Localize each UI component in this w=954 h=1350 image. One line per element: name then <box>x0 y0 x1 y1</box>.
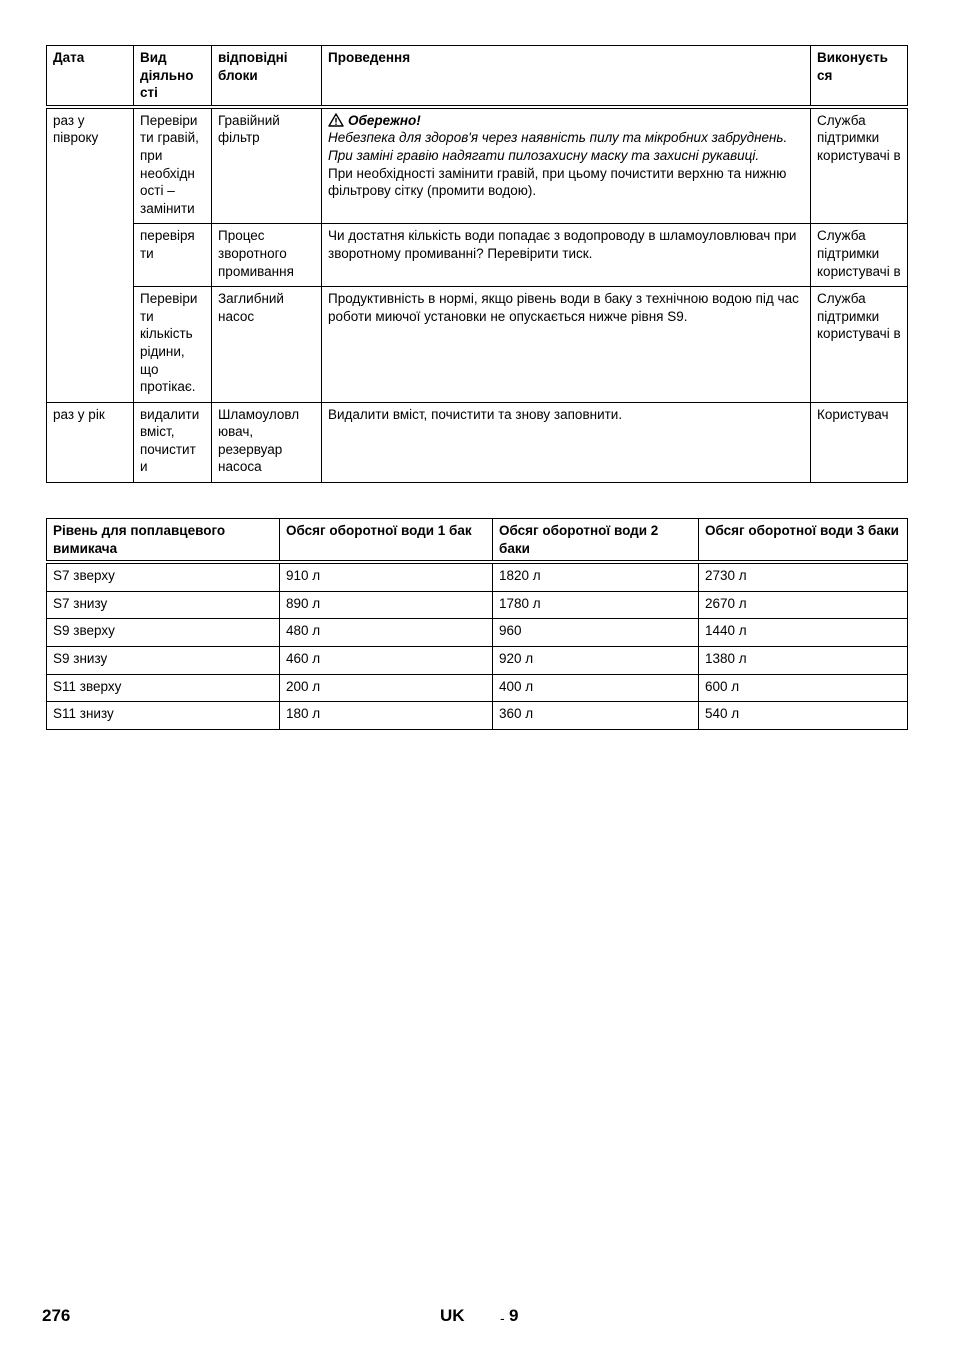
cell-level: S7 зверху <box>47 562 280 591</box>
table-row <box>47 107 908 224</box>
cell-block: Шламоуловл ювач, резервуар насоса <box>212 402 322 482</box>
warning-triangle-icon <box>328 113 344 127</box>
cell-procedure: Видалити вміст, почистити та знову заповнити. <box>322 402 811 482</box>
table-row <box>47 287 908 403</box>
header-level: Рівень для поплавцевого вимикача <box>47 519 280 563</box>
header-volume-2: Обсяг оборотної води 2 баки <box>493 519 699 563</box>
cell-activity: видалити вміст, почистит и <box>134 402 212 482</box>
cell-performer: Служба підтримки користувачі в <box>811 287 908 403</box>
cell-volume: 600 л <box>699 674 908 702</box>
cell-procedure: Продуктивність в нормі, якщо рівень води в баку з технічною водою під час роботи миючої установки не опускається нижче рівня S9. <box>322 287 811 403</box>
warning-text: Небезпека для здоров'я через наявність пилу та мікробних забруднень. При заміні гравію надягати пилозахисну маску та захисні рукавиці. <box>328 130 788 163</box>
cell-date: раз у рік <box>47 402 134 482</box>
cell-level: S11 знизу <box>47 702 280 730</box>
table-row <box>47 702 908 730</box>
section-number: 9 <box>509 1306 519 1325</box>
float-switch-level-table <box>46 518 908 730</box>
table-row <box>47 619 908 647</box>
table-row <box>47 591 908 619</box>
table-row <box>47 224 908 287</box>
cell-level: S7 знизу <box>47 591 280 619</box>
language-code: UK <box>440 1306 465 1325</box>
header-volume-1: Обсяг оборотної води 1 бак <box>280 519 493 563</box>
cell-performer: Служба підтримки користувачі в <box>811 224 908 287</box>
cell-procedure <box>322 107 811 224</box>
header-block: відповідні блоки <box>212 46 322 107</box>
cell-level: S9 зверху <box>47 619 280 647</box>
header-performer: Виконуєть ся <box>811 46 908 107</box>
table-row <box>47 402 908 482</box>
cell-activity: перевіря ти <box>134 224 212 287</box>
footer-separator: - <box>500 1310 505 1326</box>
cell-block: Гравійний фільтр <box>212 107 322 224</box>
cell-level: S11 зверху <box>47 674 280 702</box>
cell-volume: 1780 л <box>493 591 699 619</box>
cell-volume: 540 л <box>699 702 908 730</box>
table-header-row <box>47 46 908 107</box>
cell-volume: 910 л <box>280 562 493 591</box>
cell-date: раз у півроку <box>47 107 134 402</box>
cell-volume: 920 л <box>493 646 699 674</box>
cell-volume: 400 л <box>493 674 699 702</box>
cell-volume: 1820 л <box>493 562 699 591</box>
table-row <box>47 674 908 702</box>
header-procedure: Проведення <box>322 46 811 107</box>
cell-volume: 460 л <box>280 646 493 674</box>
cell-volume: 960 <box>493 619 699 647</box>
table-row <box>47 562 908 591</box>
cell-volume: 200 л <box>280 674 493 702</box>
cell-volume: 890 л <box>280 591 493 619</box>
cell-activity: Перевіри ти кількість рідини, що протікає. <box>134 287 212 403</box>
cell-procedure: Чи достатня кількість води попадає з водопроводу в шламоуловлювач при зворотному промиванні? Перевірити тиск. <box>322 224 811 287</box>
cell-level: S9 знизу <box>47 646 280 674</box>
cell-performer: Служба підтримки користувачі в <box>811 107 908 224</box>
table-row <box>47 646 908 674</box>
header-volume-3: Обсяг оборотної води 3 баки <box>699 519 908 563</box>
procedure-text: При необхідності замінити гравій, при цьому почистити верхню та нижню фільтрову сітку (промити водою). <box>328 165 787 199</box>
cell-volume: 2730 л <box>699 562 908 591</box>
cell-volume: 180 л <box>280 702 493 730</box>
cell-performer: Користувач <box>811 402 908 482</box>
cell-volume: 1440 л <box>699 619 908 647</box>
header-date: Дата <box>47 46 134 107</box>
maintenance-table <box>46 45 908 483</box>
cell-volume: 360 л <box>493 702 699 730</box>
cell-block: Заглибний насос <box>212 287 322 403</box>
page-number: 276 <box>42 1306 71 1325</box>
table-header-row <box>47 519 908 563</box>
warning-title: Обережно! <box>348 112 421 128</box>
cell-volume: 1380 л <box>699 646 908 674</box>
cell-activity: Перевіри ти гравій, при необхідн ості – замінити <box>134 107 212 224</box>
cell-volume: 480 л <box>280 619 493 647</box>
cell-block: Процес зворотного промивання <box>212 224 322 287</box>
cell-volume: 2670 л <box>699 591 908 619</box>
header-activity: Вид діяльно сті <box>134 46 212 107</box>
